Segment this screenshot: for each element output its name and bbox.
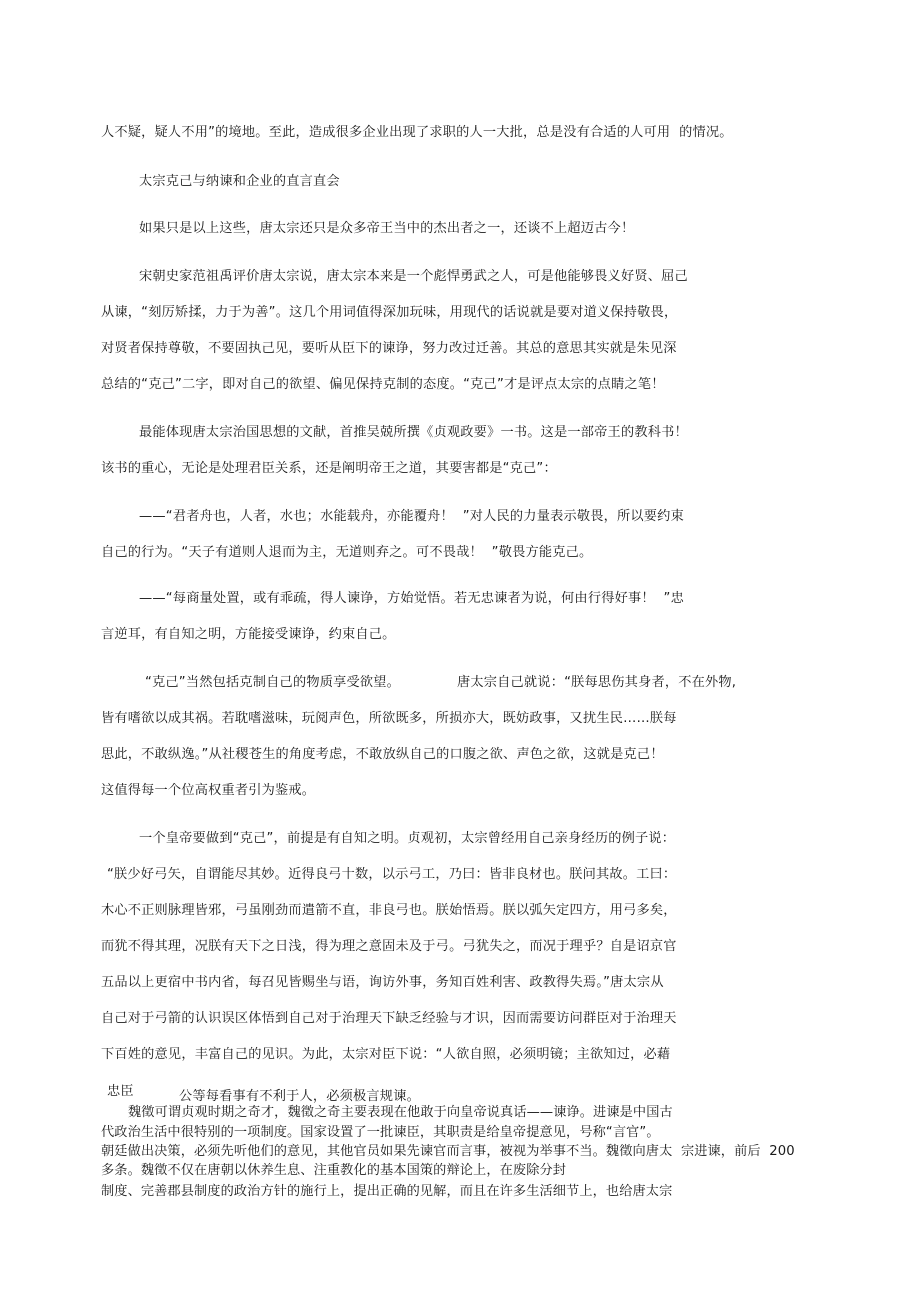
paragraph-line: 自己的行为。“天子有道则人退而为主，无道则弃之。可不畏哉！ ”敬畏方能克己。 — [101, 545, 593, 560]
paragraph-line: 皆有嗜欲以成其祸。若耽嗜滋味，玩阅声色，所欲既多，所损亦大，既妨政事，又扰生民……朕每 — [101, 711, 677, 726]
paragraph-line: “克己”当然包括克制自己的物质享受欲望。 — [145, 675, 401, 690]
paragraph-line: “朕少好弓矢，自谓能尽其妙。近得良弓十数，以示弓工，乃曰：皆非良材也。朕问其故。工曰： — [107, 867, 677, 882]
paragraph-line: 最能体现唐太宗治国思想的文献，首推吴兢所撰《贞观政要》一书。这是一部帝王的教科书！ — [139, 425, 688, 440]
paragraph-line: 多条。魏徵不仅在唐朝以休养生息、注重教化的基本国策的辩论上，在废除分封 — [101, 1163, 567, 1178]
paragraph-line: 如果只是以上这些，唐太宗还只是众多帝王当中的杰出者之一，还谈不上超迈古今！ — [139, 221, 635, 236]
paragraph-line: 唐太宗自己就说：“朕每思伤其身者，不在外物, — [457, 675, 737, 690]
paragraph-line: 对贤者保持尊敬，不要固执己见，要听从臣下的谏诤，努力改过迁善。其总的意思其实就是朱见深 — [101, 341, 677, 356]
paragraph-line: 朝廷做出决策，必须先听他们的意见，其他官员如果先谏官而言事，被视为举事不当。魏徵向唐太 宗进谏，前后 200 — [101, 1144, 795, 1159]
paragraph-line: ——“君者舟也，人者，水也；水能载舟，亦能覆舟！ ”对人民的力量表示敬畏，所以要约束 — [139, 509, 684, 524]
paragraph-line: 言逆耳，有自知之明，方能接受谏诤，约束自己。 — [101, 627, 396, 642]
paragraph-line: 思此，不敢纵逸。”从社稷苍生的角度考虑，不敢放纵自己的口腹之欲、声色之欲，这就是克己！ — [101, 747, 664, 762]
section-heading: 太宗克己与纳谏和企业的直言直会 — [139, 174, 340, 189]
paragraph-line: 而犹不得其理，况朕有天下之日浅，得为理之意固未及于弓。弓犹失之，而况于理乎？自是诏京官 — [101, 939, 677, 954]
paragraph-line: 一个皇帝要做到“克己”，前提是有自知之明。贞观初，太宗曾经用自己亲身经历的例子说： — [139, 831, 676, 846]
paragraph-line: 木心不正则脉理皆邪，弓虽刚劲而遣箭不直，非良弓也。朕始悟焉。朕以弧矢定四方，用弓多矣， — [101, 903, 677, 918]
paragraph-line: 公等每看事有不利于人，必须极言规谏。 — [179, 1089, 420, 1104]
paragraph-line: 该书的重心，无论是处理君臣关系，还是阐明帝王之道，其要害都是“克己”： — [101, 461, 557, 476]
paragraph-line: ——“每商量处置，或有乖疏，得人谏诤，方始觉悟。若无忠谏者为说，何由行得好事！ ”忠 — [139, 591, 684, 606]
paragraph-line: 宋朝史家范祖禹评价唐太宗说，唐太宗本来是一个彪悍勇武之人，可是他能够畏义好贤、屈己 — [139, 269, 688, 284]
paragraph-line: 自己对于弓箭的认识误区体悟到自己对于治理天下缺乏经验与才识，因而需要访问群臣对于治理天 — [101, 1011, 677, 1026]
paragraph-line: 魏徵可谓贞观时期之奇才，魏徵之奇主要表现在他敢于向皇帝说真话——谏诤。进谏是中国古 — [128, 1105, 673, 1120]
paragraph-line: 制度、完善郡县制度的政治方针的施行上，提出正确的见解，而且在许多生活细节上，也给唐太宗 — [101, 1184, 673, 1199]
paragraph-line: 五品以上更宿中书内省，每召见皆赐坐与语，询访外事，务知百姓利害、政教得失焉。”唐太宗从 — [101, 975, 664, 990]
paragraph-line: 代政治生活中很特别的一项制度。国家设置了一批谏臣，其职责是给皇帝提意见，号称“言官”。 — [101, 1125, 660, 1140]
paragraph-line: 忠臣 — [107, 1084, 134, 1099]
paragraph-line: 总结的“克己”二字，即对自己的欲望、偏见保持克制的态度。“克己”才是评点太宗的点睛之笔！ — [101, 377, 665, 392]
paragraph-line: 下百姓的意见，丰富自己的见识。为此，太宗对臣下说：“人欲自照，必须明镜；主欲知过，必藉 — [101, 1047, 671, 1062]
paragraph-line: 人不疑，疑人不用”的境地。至此，造成很多企业出现了求职的人一大批，总是没有合适的人可用 的情况。 — [101, 125, 733, 140]
paragraph-line: 从谏，“刻厉矫揉，力于为善”。这几个用词值得深加玩味，用现代的话说就是要对道义保持敬畏， — [101, 305, 678, 320]
paragraph-line: 这值得每一个位高权重者引为鉴戒。 — [101, 783, 316, 798]
